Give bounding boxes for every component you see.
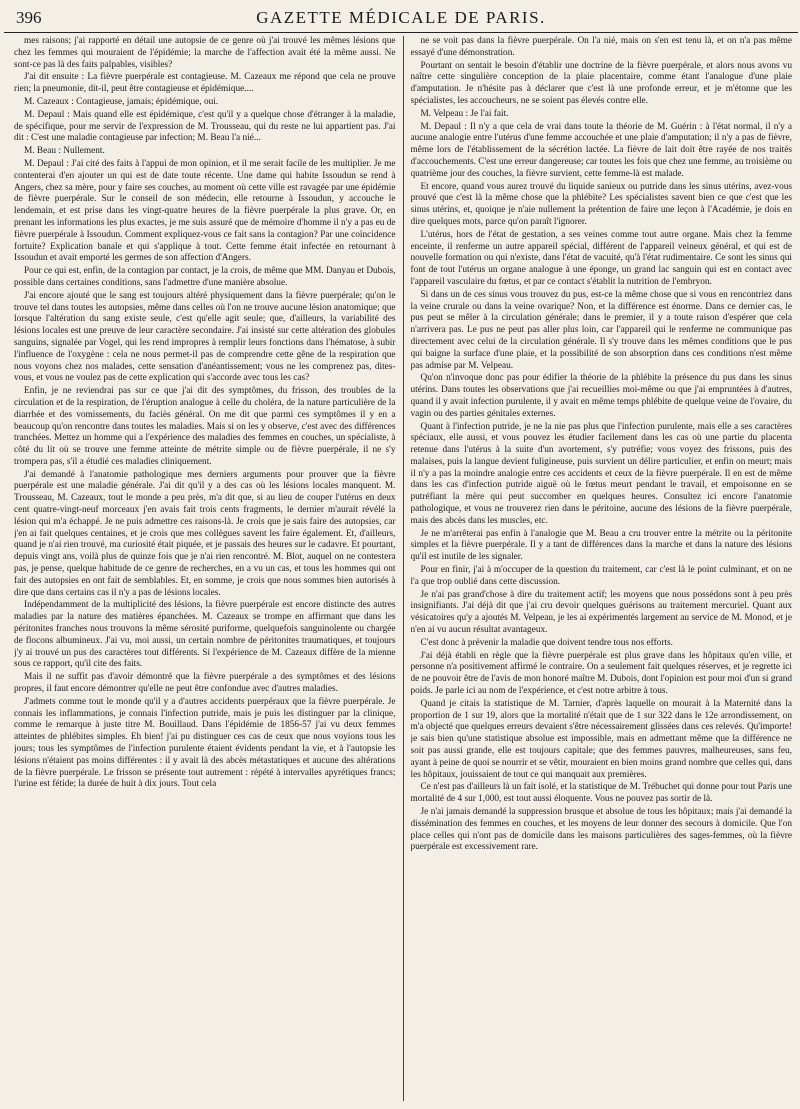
paragraph: J'ai demandé à l'anatomie pathologique mes derniers arguments pour prouver que la fièvre puerpérale est une maladie générale. J'ai dit qu'il y a des cas où les lésions locales manquent. M. Trousseau, M. Cazeaux, tout le monde a peu près, m'a dit que, si au lieu de couper l'utérus en deux cent quatre-vingt-neuf morceaux j'en avais fait trois cents fragments, le dernier m'aurait révélé la lésion qui m'a échappé. Je ne puis admettre ces raisons-là. Je crois que je sais faire des autopsies, car j'en ai fait quelques centaines, et je crois que mes collègues savent les faire également. Et, d'ailleurs, quand je n'ai rien trouvé, ma curiosité était piquée, et je passais des heures sur le cadavre. Et pourtant, depuis vingt ans, voilà plus de quinze fois que je n'ai rien rencontré. M. Blot, auquel on ne contestera pas, je pense, quelque habitude de ce genre de recherches, en a vu un cas, et tous les hommes qui ont fait des autopsies en ont fait de semblables. Et, en somme, je crois que nous sommes bien autorisés à dire que dans certains cas il n'y a pas de lésions locales. — [14, 469, 396, 598]
paragraph: mes raisons; j'ai rapporté en détail une autopsie de ce genre où j'ai trouvé les mêmes lésions que chez les femmes qui mouraient de l'épidémie; la marche de l'affection avait été la même aussi. Ne sont-ce pas là des faits palpables, visibles? — [14, 36, 396, 70]
paragraph: J'ai encore ajouté que le sang est toujours altéré physiquement dans la fièvre puerpérale; qu'on le trouve tel dans toutes les autopsies, même dans celles où l'on ne trouve aucune lésion anatomique; que lorsque l'altération du sang existe seule, c'est qu'elle agit seule; que, d'ailleurs, la variabilité des lésions locales est une preuve de leur caractère secondaire. J'ai insisté sur cette altération des globules sanguins, signalée par Vogel, qui les rend impropres à remplir leurs fonctions dans l'hématose, à subir l'influence de l'oxygène : cela ne nous permet-il pas de comprendre cette gêne de la respiration que nous voyons chez nos malades, cette sensation d'anéantissement; vous ne les comprenez pas, dites-vous, et vous ne voulez pas de cette explication qui s'accorde avec tous les cas? — [14, 290, 396, 384]
paragraph: Ce n'est pas d'ailleurs là un fait isolé, et la statistique de M. Trébuchet qui donne pour tout Paris une mortalité de 4 sur 1,000, est tout aussi éloquente. Vous ne pouvez pas sortir de là. — [410, 782, 792, 805]
paragraph: J'ai déjà établi en règle que la fièvre puerpérale est plus grave dans les hôpitaux qu'en ville, et personne n'a positivement affirmé le contraire. On a seulement fait quelques réserves, et je regrette ici de ne pouvoir être de l'avis de mon honoré maître M. Dubois, dont l'opinion est pour moi d'un si grand poids. Je parle ici au nom de l'expérience, et c'est notre arbitre à tous. — [410, 650, 792, 697]
paragraph: M. Cazeaux : Contagieuse, jamais; épidémique, oui. — [24, 96, 219, 107]
paragraph: Je n'ai jamais demandé la suppression brusque et absolue de tous les hôpitaux; mais j'ai demandé la dissémination des femmes en couches, et les moyens de leur donner des secours à domicile. Que l'on place celles qui n'ont pas de domicile dans les maisons particulières des sages-femmes, où la fièvre puerpérale est excessivement rare. — [410, 807, 792, 853]
paragraph: Si dans un de ces sinus vous trouvez du pus, est-ce la même chose que si vous en rencontriez dans la veine crurale ou dans la veine ovarique? Non, et la différence est énorme. Dans ce dernier cas, le pus peut se mêler à la circulation générale; dans le premier, il y a toute raison d'espérer que cela n'arrivera pas. Le pus ne peut pas aller plus loin, car l'appareil qui le renferme ne communique pas directement avec celui de la circulation générale. Il s'y trouve dans les mêmes conditions que le pus qui baigne la surface d'une plaie, et la possibilité de son absorption dans ces conditions n'est même pas admise par M. Velpeau. — [410, 289, 792, 371]
paragraph: Mais il ne suffit pas d'avoir démontré que la fièvre puerpérale a des symptômes et des lésions propres, il faut encore démontrer qu'elle ne peut être confondue avec d'autres maladies. — [14, 672, 396, 695]
paragraph: Pourtant on sentait le besoin d'établir une doctrine de la fièvre puerpérale, et alors nous avons vu naître cette singulière conception de la plaie placentaire, comme étant l'analogue d'une plaie d'amputation. Je n'hésite pas à déclarer que c'est là une profonde erreur, et je m'étonne que les spécialistes, les accoucheurs, ne se soient pas élevés contre elle. — [410, 60, 792, 106]
paragraph: Je n'ai pas grand'chose à dire du traitement actif; les moyens que nous possédons sont à peu près insignifiants. J'ai déjà dit que j'ai cru devoir quelques guérisons au traitement mercuriel. Quant aux vésicatoires qu'y a ajoutés M. Velpeau, je les ai expérimentés largement au service de M. Monod, et je n'en ai vu aucun résultat avantageux. — [410, 589, 792, 636]
paragraph: Et encore, quand vous aurez trouvé du liquide sanieux ou putride dans les sinus utérins, avez-vous prouvé que c'est là la même chose que la phlébite? Les spécialistes savent bien ce que c'est que les sinus utérins, et, quoique je n'aie nullement la prétention de faire une leçon à l'Académie, je dois en dire quelques mots, parce qu'on paraît l'ignorer. — [410, 181, 792, 227]
paragraph: Enfin, je ne reviendrai pas sur ce que j'ai dit des symptômes, du frisson, des troubles de la circulation et de la respiration, de l'éruption analogue à celle du choléra, de la nature particulière de la diarrhée et des vomissements, du faciès général. On me dit que parmi ces symptômes il y en a beaucoup qu'on rencontre dans toutes les maladies. Mais si on les y observe, c'est avec des différences tranchées. Mettez un homme qui a l'expérience des maladies des femmes en couches, un spécialiste, à côté du lit où se trouve une femme atteinte de métrite simple ou de fièvre puerpérale, il ne s'y trompera pas, s'il a étudié ces maladies cliniquement. — [14, 386, 396, 467]
paragraph: J'admets comme tout le monde qu'il y a d'autres accidents puerpéraux que la fièvre puerpérale. Je connais les inflammations, je connais l'infection putride, mais je puis les distinguer par la clinique, comme le remarque à juste titre M. Bouillaud. Dans l'épidémie de 1856-57 j'ai vu deux femmes atteintes de phlébites simples. Eh bien! j'ai pu distinguer ces cas de ceux que nous voyions tous les jours; tous les symptômes de l'infection purulente étaient évidents pendant la vie, et à l'autopsie les lésions n'étaient pas moins différentes : il y avait là des abcès métastatiques et aucune des altérations de la fièvre puerpérale. Le frisson se présente tout autrement : répété à intervalles apyrétiques francs; l'urine est fétide; la durée de huit à dix jours. Tout cela — [14, 696, 396, 790]
right-column — [411, 36, 793, 1101]
page-header — [12, 8, 790, 30]
paragraph: Pour en finir, j'ai à m'occuper de la question du traitement, car c'est là le point culminant, et on ne l'a que trop oublié dans cette discussion. — [410, 565, 792, 587]
paragraph: M. Depaul : Il n'y a que cela de vrai dans toute la théorie de M. Guérin : à l'état normal, il n'y a aucune analogie entre l'utérus d'une femme accouchée et une plaie d'amputation; il n'y a pas de fièvre, même lors de l'établissement de la sécrétion lactée. La fièvre de lait doit être rayée de nos traités d'accouchements. C'est une erreur dangereuse; car toutes les fois que chez une femme, au troisième ou quatrième jour des couches, la fièvre survient, cette femme-là est malade. — [410, 121, 792, 179]
left-column — [14, 36, 396, 1101]
paragraph: Quant à l'infection putride, je ne la nie pas plus que l'infection purulente, mais elle a ses caractères spéciaux, elle aussi, et vous pouvez les étudier facilement dans les cas où une partie du placenta retenue dans l'utérus à la suite d'un avortement, s'y putréfie; vous voyez des frissons, puis des malaises, puis la langue devient fuligineuse, puis survient un délire particulier, et enfin on meurt; mais il n'y a pas la moindre analogie entre ces accidents et ceux de la fièvre puerpérale. Il en est de même dans les cas d'infection putride aiguë où le fœtus meurt pendant le travail, et empoisonne en se putréfiant la mère qui peut succomber en quelques heures. Consultez ici encore l'anatomie pathologique, et vous ne trouverez rien dans le péritoine, aucune des lésions de la fièvre puerpérale, mais des abcès dans les muscles, etc. — [410, 421, 792, 526]
paragraph: M. Depaul : J'ai cité des faits à l'appui de mon opinion, et il me serait facile de les multiplier. Je me contenterai d'en ajouter un qui est de date toute récente. Une dame qui habite Issoudun se rend à Angers, chez sa mère, pour y faire ses couches, au moment où cette ville est ravagée par une épidémie de fièvre puerpérale. Sur le conseil de son médecin, elle retourne à Issoudun, y accouche le lendemain, et est prise dans les vingt-quatre heures de la fièvre puerpérale la plus grave. Or, en prenant les informations les plus exactes, je me suis assuré que de mémoire d'homme il n'y a pas eu de fièvre puerpérale à Issoudun. Comment expliquez-vous ce fait sans la contagion? Par une coïncidence fortuite? Explication banale et qui s'applique à tout. Cette femme était infectée en retournant à Issoudun et avait emporté les germes de son affection d'Angers. — [14, 158, 396, 264]
paragraph: Quand je citais la statistique de M. Tarnier, d'après laquelle on mourait à la Maternité dans la proportion de 1 sur 19, alors que la mortalité n'était que de 1 sur 322 dans le 12e arrondissement, on m'a objecté que quelques erreurs devaient s'être nécessairement glissées dans ces relevés. Qu'importe! je sais bien qu'une statistique absolue est impossible, mais en admettant même que la différence ne soit pas aussi grande, elle est toujours capitale; que des femmes pauvres, malheureuses, sans feu, ayant à peine de quoi se nourrir et se vêtir, mouraient en bien moins grand nombre que celles qui, dans les hôpitaux, jouissaient de tout ce qui manquait aux premières. — [410, 698, 792, 780]
paragraph: L'utérus, hors de l'état de gestation, a ses veines comme tout autre organe. Mais chez la femme enceinte, il renferme un autre appareil spécial, différent de l'appareil veineux général, et qui est de nouvelle formation ou qui n'existe, dans l'état de vacuité, qu'à l'état rudimentaire. Ce sont les sinus qui font de tout l'utérus un organe analogue à une éponge, un grand lac sanguin qui est en contact avec l'appareil vasculaire du fœtus, et par ce contact s'établit la nutrition de l'embryon. — [410, 229, 792, 287]
paragraph: Indépendamment de la multiplicité des lésions, la fièvre puerpérale est encore distincte des autres maladies par la nature des matières épanchées. M. Cazeaux se trompe en affirmant que dans les péritonites franches nous trouvons la même sérosité puriforme, quelquefois sanguinolente ou chargée de flocons albumineux. J'ai vu, moi aussi, un certain nombre de péritonites traumatiques, et toujours j'y ai trouvé un pus des caractères tout différents. Si l'expérience de M. Cazeaux diffère de la mienne sous ce rapport, qu'il cite des faits. — [14, 600, 396, 670]
paragraph: J'ai dit ensuite : La fièvre puerpérale est contagieuse. M. Cazeaux me répond que cela ne prouve rien; la pneumonie, dit-il, peut être contagieuse et épidémique.... — [14, 72, 396, 95]
paragraph: Qu'on n'invoque donc pas pour édifier la théorie de la phlébite la présence du pus dans les sinus utérins. Dans toutes les observations que j'ai recueillies moi-même ou que j'ai empruntées à d'autres, quand il y avait infection purulente, il y avait en même temps phlébite de quelque veine de l'ovaire, du vagin ou des parties génitales externes. — [410, 373, 792, 419]
paragraph: M. Beau : Nullement. — [24, 146, 105, 157]
paragraph: M. Velpeau : Je l'ai fait. — [420, 108, 509, 119]
page-title: GAZETTE MÉDICALE DE PARIS. — [256, 8, 546, 27]
paragraph: ne se voit pas dans la fièvre puerpérale. On l'a nié, mais on s'en est tenu là, et on n'a pas même essayé d'une démonstration. — [410, 36, 792, 58]
paragraph: C'est donc à prévenir la maladie que doivent tendre tous nos efforts. — [420, 637, 673, 648]
paragraph: Je ne m'arrêterai pas enfin à l'analogie que M. Beau a cru trouver entre la métrite ou la péritonite simples et la fièvre puerpérale. Il y a tant de différences dans la marche et dans la nature des lésions qu'il est inutile de les signaler. — [410, 528, 792, 563]
paragraph: Pour ce qui est, enfin, de la contagion par contact, je la crois, de même que MM. Danyau et Dubois, possible dans certaines conditions, sans l'admettre d'une manière absolue. — [14, 266, 396, 288]
page-number: 396 — [16, 8, 42, 27]
article-body — [14, 36, 792, 1101]
header-rule — [4, 32, 798, 33]
paragraph: M. Depaul : Mais quand elle est épidémique, c'est qu'il y a quelque chose d'étranger à la maladie, de spécifique, pour me servir de l'expression de M. Trousseau, qui du reste ne lui appartient pas. J'ai dit : C'est une maladie contagieuse par infection; M. Beau l'a nié... — [14, 109, 396, 144]
column-divider — [403, 36, 404, 1101]
